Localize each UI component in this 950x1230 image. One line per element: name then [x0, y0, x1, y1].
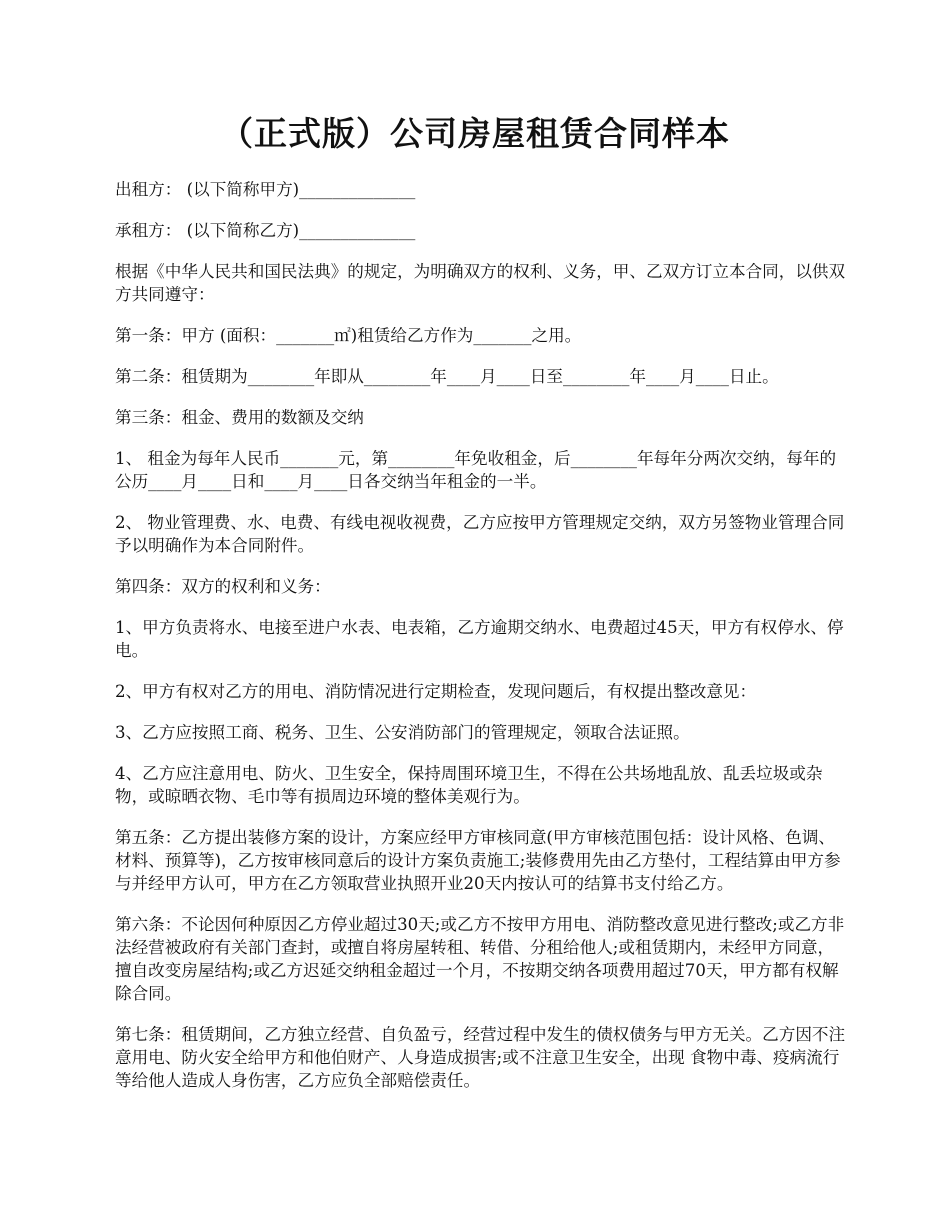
article-7: 第七条：租赁期间，乙方独立经营、自负盈亏，经营过程中发生的债权债务与甲方无关。乙方因不注意用电、防火安全给甲方和他伯财产、人身造成损害;或不注意卫生安全，出现 食物中毒、疫病流行等给他人造成人身伤害，乙方应负全部赔偿责任。 [115, 1025, 846, 1090]
article-1: 第一条：甲方 (面积：_______㎡)租赁给乙方作为_______之用。 [115, 326, 582, 345]
article-3-item-2: 2、 物业管理费、水、电费、有线电视收视费，乙方应按甲方管理规定交纳，双方另签物业管理合同予以明确作为本合同附件。 [115, 513, 845, 555]
article-4-item-1: 1、甲方负责将水、电接至进户水表、电表箱，乙方逾期交纳水、电费超过45天，甲方有权停水、停电。 [115, 618, 844, 660]
document-body [115, 178, 850, 1110]
article-6: 第六条：不论因何种原因乙方停业超过30天;或乙方不按甲方用电、消防整改意见进行整改;或乙方非法经营被政府有关部门查封，或擅自将房屋转租、转借、分租给他人;或租赁期内，未经甲方同意，擅自改变房屋结构;或乙方迟延交纳租金超过一个月，不按期交纳各项费用超过70天，甲方都有权解除合同。 [115, 915, 845, 1003]
article-4-item-3: 3、乙方应按照工商、税务、卫生、公安消防部门的管理规定，领取合法证照。 [115, 723, 690, 742]
lessor-line: 出租方： (以下简称甲方)______________ [115, 180, 416, 199]
article-3-heading: 第三条：租金、费用的数额及交纳 [115, 408, 364, 427]
lessee-line: 承租方： (以下简称乙方)______________ [115, 221, 416, 240]
article-4-heading: 第四条：双方的权利和义务： [115, 577, 331, 596]
article-3-item-1: 1、 租金为每年人民币_______元，第________年免收租金，后________年每年分两次交纳，每年的公历____月____日和____月____日各交纳当年租金的一半。 [115, 449, 837, 491]
article-4-item-4: 4、乙方应注意用电、防火、卫生安全，保持周围环境卫生，不得在公共场地乱放、乱丢垃圾或杂物，或晾晒衣物、毛巾等有损周边环境的整体美观行为。 [115, 764, 823, 806]
article-5: 第五条：乙方提出装修方案的设计，方案应经甲方审核同意(甲方审核范围包括：设计风格、色调、材料、预算等)，乙方按审核同意后的设计方案负责施工;装修费用先由乙方垫付，工程结算由甲方参与并经甲方认可，甲方在乙方领取营业执照开业20天内按认可的结算书支付给乙方。 [115, 828, 841, 893]
preamble-paragraph: 根据《中华人民共和国民法典》的规定，为明确双方的权利、义务，甲、乙双方订立本合同，以供双方共同遵守： [115, 262, 846, 304]
document-title: （正式版）公司房屋租赁合同样本 [220, 114, 730, 153]
article-2: 第二条：租赁期为________年即从________年____月____日至________年____月____日止。 [115, 367, 779, 386]
article-4-item-2: 2、甲方有权对乙方的用电、消防情况进行定期检查，发现问题后，有权提出整改意见： [115, 682, 757, 701]
